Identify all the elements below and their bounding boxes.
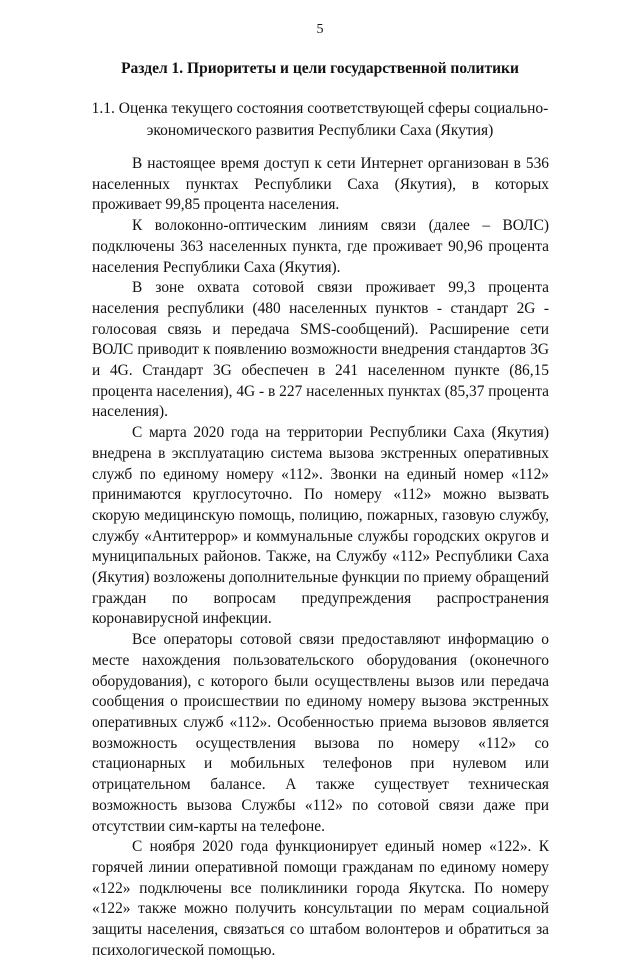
paragraph-operator-location: Все операторы сотовой связи предоставляют информацию о месте нахождения пользовательского оборудования (оконечного оборудования), с которого были осуществлены вызов или передача сообщения о происшествии по единому номеру вызова экстренных оперативных служб «112». Особенностью приема вызовов является возможность осуществления вызова по номеру «112» со стационарных и мобильных телефонов при нулевом или отрицательном балансе. А также существует техническая возможность вызова Службы «112» по сотовой связи даже при отсутствии сим-карты на телефоне.: [92, 631, 549, 835]
paragraph-emergency-112: С марта 2020 года на территории Республики Саха (Якутия) внедрена в эксплуатацию система вызова экстренных оперативных служб по единому номеру «112». Звонки на единый номер «112» принимаются круглосуточно. По номеру «112» можно вызвать скорую медицинскую помощь, полицию, пожарных, газовую службу, службу «Антитеррор» и коммунальные службы городских округов и муниципальных районов. Также, на Службу «112» Республики Саха (Якутия) возложены дополнительные функции по приему обращений граждан по вопросам предупреждения распространения коронавирусной инфекции.: [92, 424, 549, 628]
body-text: [92, 154, 549, 961]
paragraph-fiber-optic: К волоконно-оптическим линиям связи (далее – ВОЛС) подключены 363 населенных пункта, где проживает 90,96 процента населения Республики Саха (Якутия).: [92, 217, 549, 276]
paragraph-hotline-122: С ноября 2020 года функционирует единый номер «122». К горячей линии оперативной помощи гражданам по единому номеру «122» подключены все поликлиники города Якутска. По номеру «122» также можно получить консультации по мерам социальной защиты населения, связаться со штабом волонтеров и обратиться за психологической помощью.: [92, 838, 549, 959]
paragraph-cellular-coverage: В зоне охвата сотовой связи проживает 99,3 процента населения республики (480 населенных пунктов - стандарт 2G - голосовая связь и передача SMS-сообщений). Расширение сети ВОЛС приводит к появлению возможности внедрения стандартов 3G и 4G. Стандарт 3G обеспечен в 241 населенном пункте (86,15 процента населения), 4G - в 227 населенных пунктах (85,37 процента населения).: [92, 279, 549, 421]
page-number: 5: [316, 22, 324, 37]
paragraph-internet-access: В настоящее время доступ к сети Интернет организован в 536 населенных пунктах Республики Саха (Якутия), в которых проживает 99,85 процента населения.: [92, 155, 549, 214]
section-title: Раздел 1. Приоритеты и цели государственной политики: [121, 60, 519, 77]
subsection-title: 1.1. Оценка текущего состояния соответствующей сферы социально-экономического развития Республики Саха (Якутия): [91, 100, 549, 139]
